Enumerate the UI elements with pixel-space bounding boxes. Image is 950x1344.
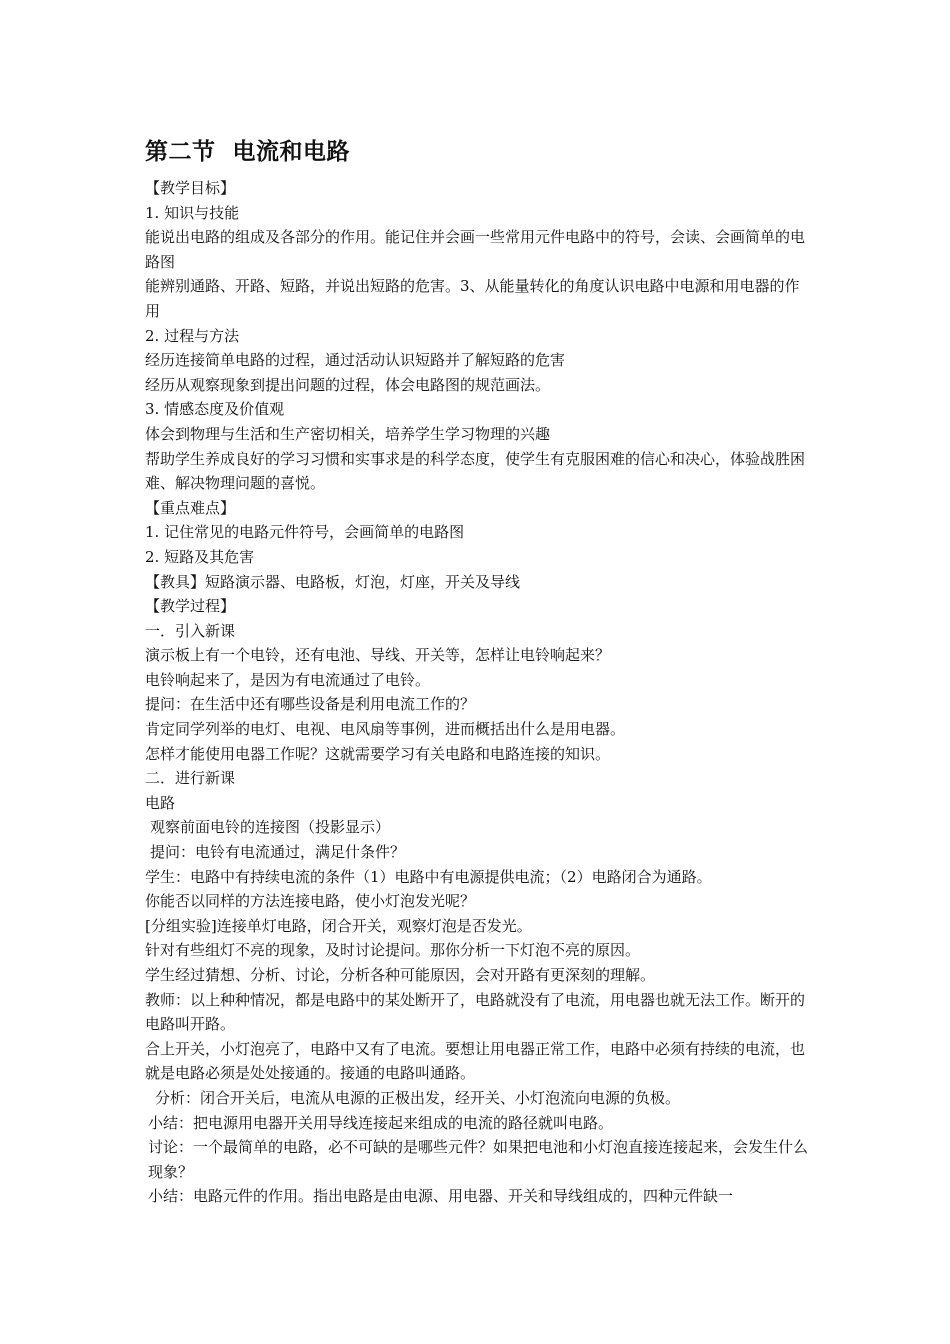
paragraph: 1. 记住常见的电路元件符号，会画简单的电路图 [145,523,465,542]
paragraph: 观察前面电铃的连接图（投影显示） [150,818,391,837]
paragraph: 针对有些组灯不亮的现象，及时讨论提问。那你分析一下灯泡不亮的原因。 [145,941,641,960]
paragraph: 电铃响起来了，是因为有电流通过了电铃。 [145,670,431,689]
section-heading-process: 【教学过程】 [145,597,236,616]
document-page [145,136,810,1209]
paragraph: [分组实验]连接单灯电路，闭合开关，观察灯泡是否发光。 [145,916,532,935]
paragraph: 提问：在生活中还有哪些设备是利用电流工作的？ [145,695,476,714]
document-title: 第二节 电流和电路 [145,139,351,165]
paragraph: 能辨别通路、开路、短路，并说出短路的危害。3、从能量转化的角度认识电路中电源和用电器的作用 [145,277,800,320]
subheading-new-lesson: 二．进行新课 [145,769,236,788]
subheading-introduction: 一．引入新课 [145,621,236,640]
paragraph: 怎样才能使用电器工作呢？这就需要学习有关电路和电路连接的知识。 [145,744,611,763]
paragraph: 小结：把电源用电器开关用导线连接起来组成的电流的路径就叫电路。 [148,1113,614,1132]
paragraph: 学生经过猜想、分析、讨论，分析各种可能原因，会对开路有更深刻的理解。 [145,966,656,984]
paragraph: 演示板上有一个电铃，还有电池、导线、开关等，怎样让电铃响起来？ [145,646,611,665]
section-heading-objectives: 【教学目标】 [145,179,236,197]
subheading-attitudes-values: 3. 情感态度及价值观 [145,400,285,419]
paragraph: 提问：电铃有电流通过，满足什条件？ [150,843,406,862]
paragraph: 经历连接简单电路的过程，通过活动认识短路并了解短路的危害 [145,351,566,370]
subheading-knowledge-skills: 1. 知识与技能 [145,203,240,222]
section-heading-key-points: 【重点难点】 [145,498,236,517]
paragraph: 合上开关，小灯泡亮了，电路中又有了电流。要想让用电器正常工作，电路中必须有持续的电流，也就是电路必须是处处接通的。接通的电路叫通路。 [145,1039,806,1083]
paragraph: 能说出电路的组成及各部分的作用。能记住并会画一些常用元件电路中的符号，会读、会画简单的电路图 [145,228,806,271]
paragraph: 经历从观察现象到提出问题的过程，体会电路图的规范画法。 [145,375,551,394]
subheading-process-methods: 2. 过程与方法 [145,326,240,345]
paragraph: 2. 短路及其危害 [145,547,255,566]
paragraph: 分析：闭合开关后，电流从电源的正极出发，经开关、小灯泡流向电源的负极。 [155,1088,681,1107]
paragraph: 讨论：一个最简单的电路，必不可缺的是哪些元件？如果把电池和小灯泡直接连接起来，会发生什么现象？ [148,1138,809,1181]
paragraph: 教师：以上种种情况，都是电路中的某处断开了，电路就没有了电流，用电器也就无法工作。断开的电路叫开路。 [145,990,806,1034]
paragraph: 帮助学生养成良好的学习习惯和实事求是的科学态度，使学生有克服困难的信心和决心，体验战胜困难、解决物理问题的喜悦。 [145,449,806,493]
paragraph-teaching-aids: 【教具】短路演示器、电路板，灯泡，灯座，开关及导线 [145,572,521,591]
paragraph: 学生：电路中有持续电流的条件（1）电路中有电源提供电流；（2）电路闭合为通路。 [145,867,712,886]
paragraph: 肯定同学列举的电灯、电视、电风扇等事例，进而概括出什么是用电器。 [145,720,626,739]
subheading-circuit: 电路 [145,793,176,812]
paragraph: 体会到物理与生活和生产密切相关，培养学生学习物理的兴趣 [145,424,551,443]
paragraph: 小结：电路元件的作用。指出电路是由电源、用电器、开关和导线组成的，四种元件缺一 [148,1187,734,1206]
paragraph: 你能否以同样的方法连接电路，使小灯泡发光呢？ [145,892,476,911]
